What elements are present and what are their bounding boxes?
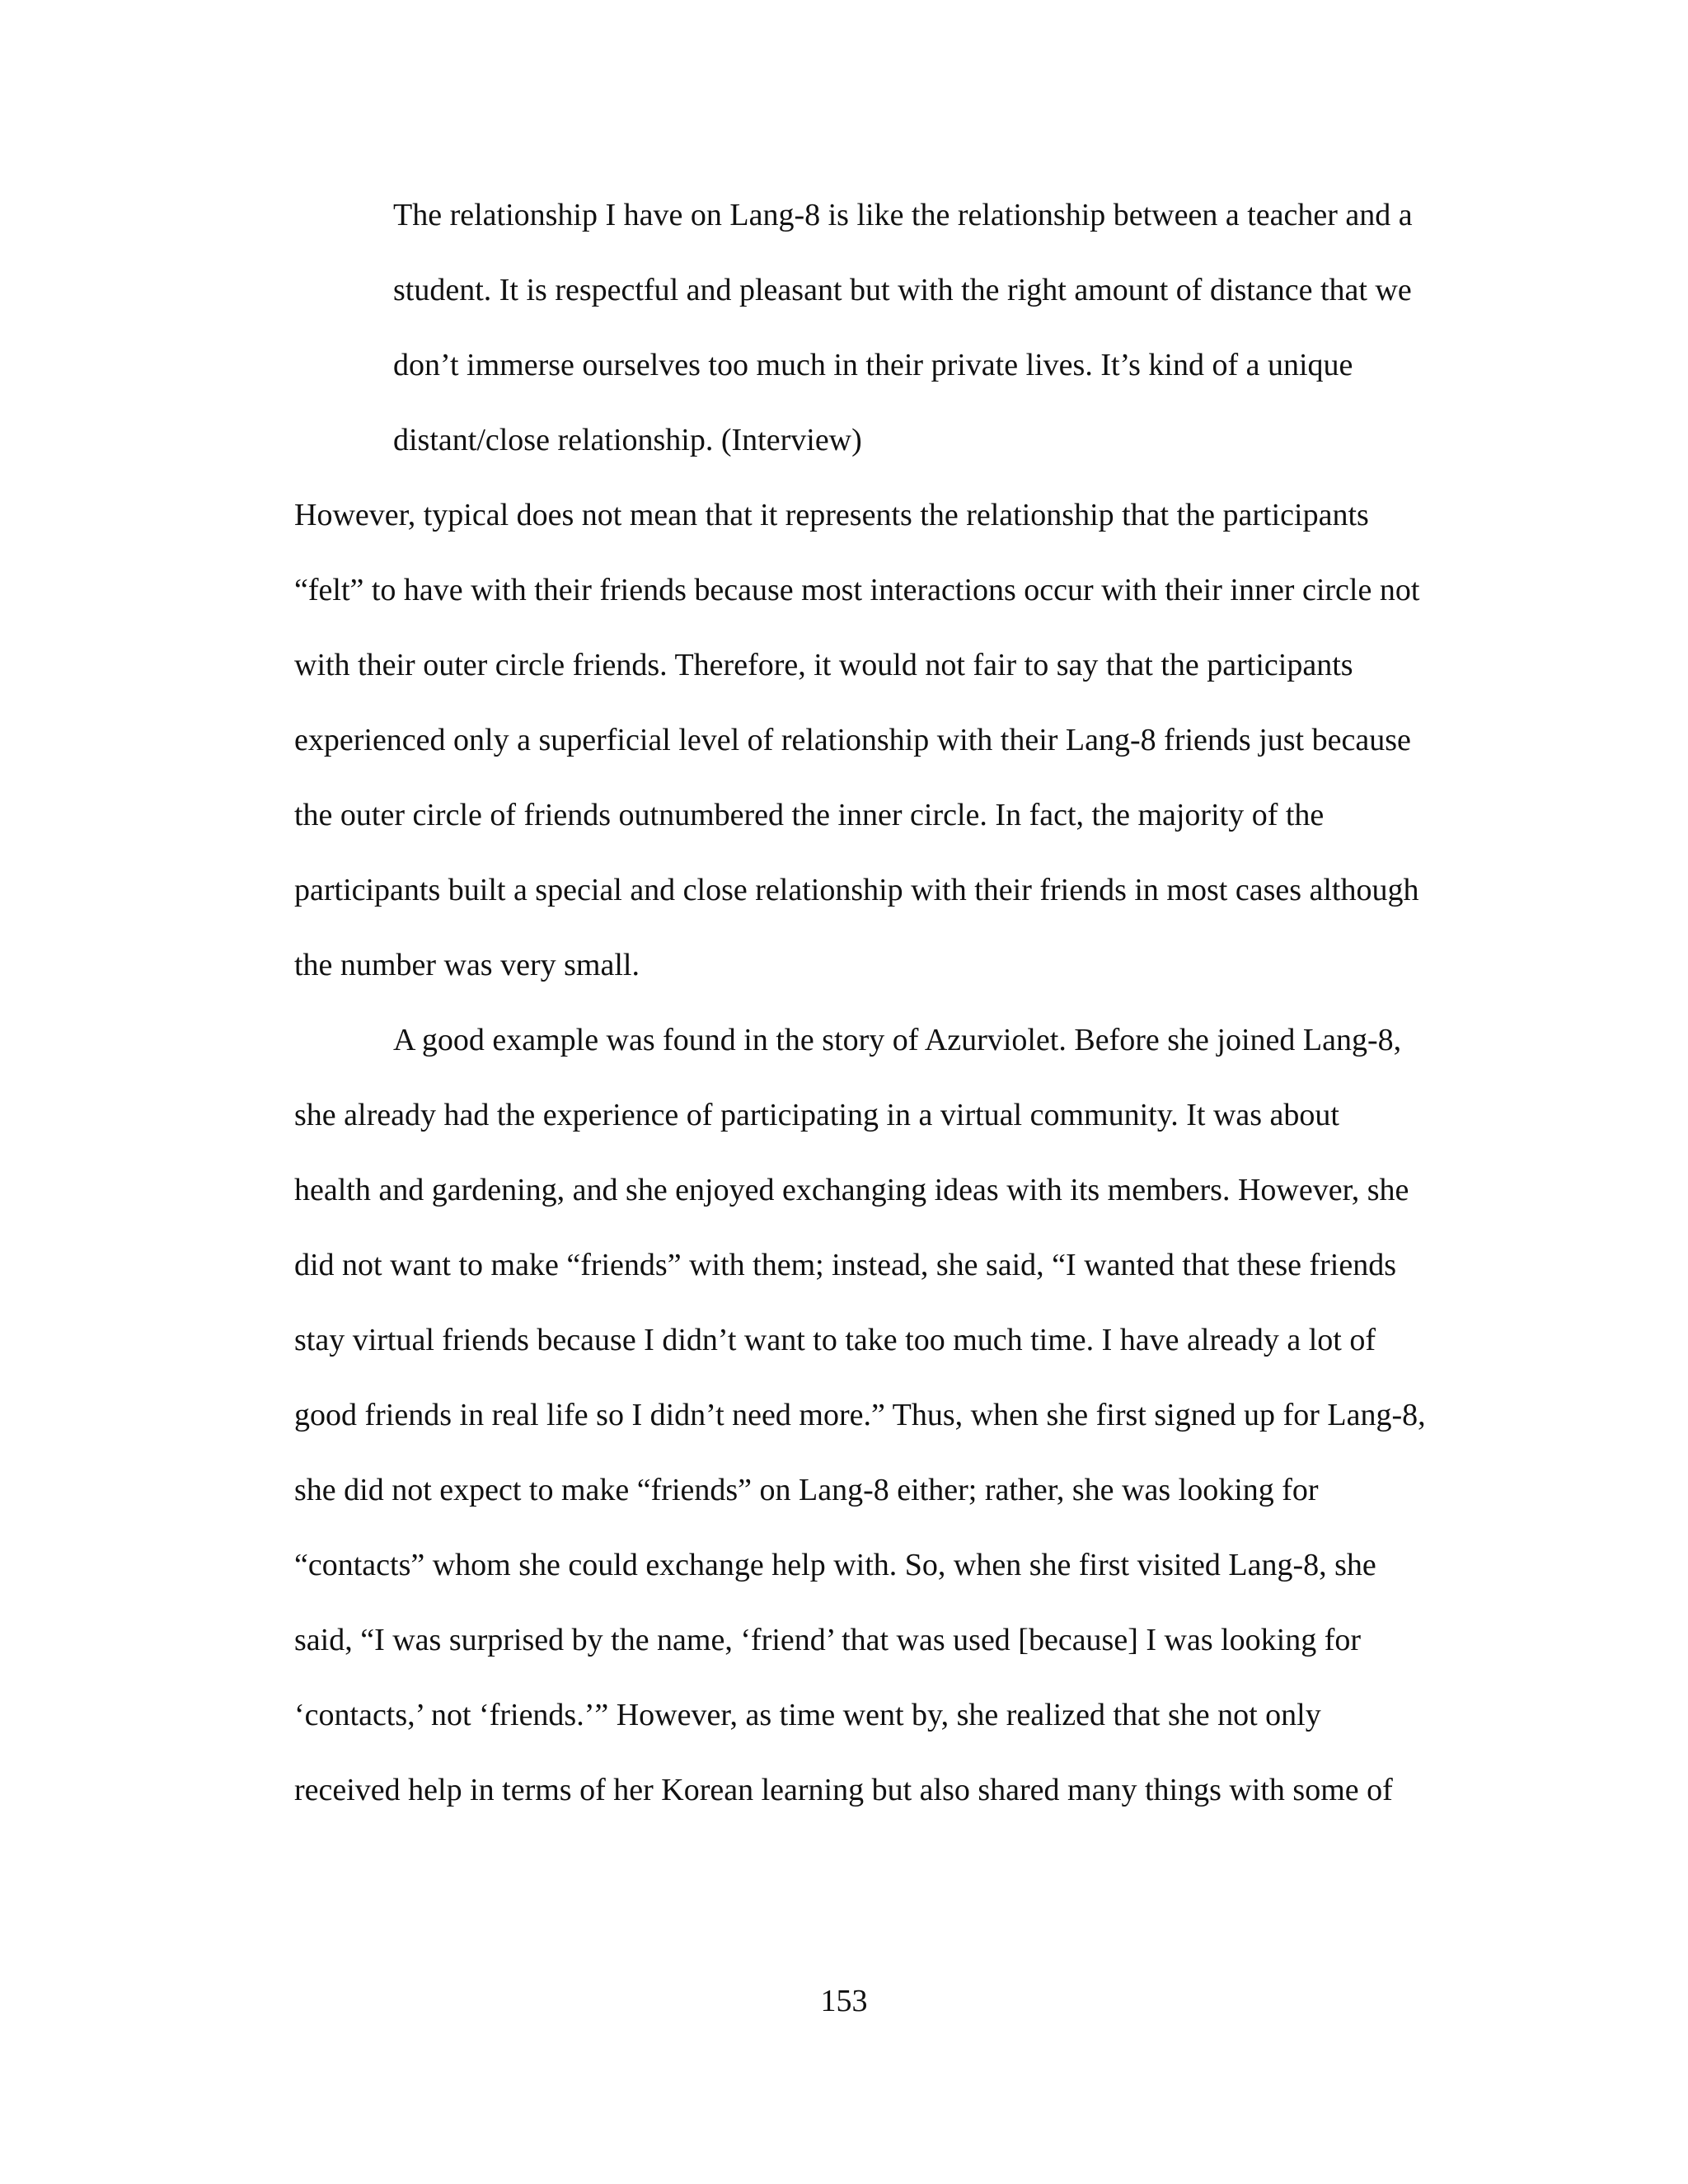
paragraph-line: the number was very small. (294, 948, 640, 982)
quote-line: distant/close relationship. (Interview) (393, 423, 862, 457)
paragraph-line: she did not expect to make “friends” on Lang-8 either; rather, she was looking for (294, 1473, 1319, 1507)
paragraph-line: “contacts” whom she could exchange help with. So, when she first visited Lang-8, she (294, 1548, 1376, 1582)
paragraph-line: However, typical does not mean that it represents the relationship that the participants (294, 498, 1369, 532)
paragraph-line: stay virtual friends because I didn’t want to take too much time. I have already a lot of (294, 1323, 1376, 1357)
paragraph-line: health and gardening, and she enjoyed exchanging ideas with its members. However, she (294, 1173, 1409, 1207)
paragraph-line: participants built a special and close relationship with their friends in most cases although (294, 873, 1419, 907)
paragraph-line: good friends in real life so I didn’t need more.” Thus, when she first signed up for Lang-8, (294, 1398, 1426, 1432)
paragraph-line: said, “I was surprised by the name, ‘friend’ that was used [because] I was looking for (294, 1623, 1362, 1657)
paragraph-line: A good example was found in the story of Azurviolet. Before she joined Lang-8, (393, 1023, 1402, 1057)
paragraph-line: with their outer circle friends. Therefore, it would not fair to say that the participants (294, 648, 1353, 682)
paragraph-line: received help in terms of her Korean learning but also shared many things with some of (294, 1773, 1393, 1807)
paragraph-line: the outer circle of friends outnumbered the inner circle. In fact, the majority of the (294, 798, 1325, 832)
paragraph-line: did not want to make “friends” with them; instead, she said, “I wanted that these friends (294, 1248, 1397, 1282)
page-number: 153 (820, 1984, 868, 2018)
quote-line: The relationship I have on Lang-8 is like the relationship between a teacher and a (393, 198, 1413, 232)
paragraph-line: experienced only a superficial level of relationship with their Lang-8 friends just because (294, 723, 1411, 757)
quote-line: don’t immerse ourselves too much in their private lives. It’s kind of a unique (393, 348, 1353, 382)
paragraph-line: she already had the experience of participating in a virtual community. It was about (294, 1098, 1339, 1132)
quote-line: student. It is respectful and pleasant but with the right amount of distance that we (393, 273, 1412, 307)
paragraph-line: “felt” to have with their friends because most interactions occur with their inner circle not (294, 573, 1420, 607)
paragraph-line: ‘contacts,’ not ‘friends.’” However, as time went by, she realized that she not only (294, 1698, 1321, 1732)
